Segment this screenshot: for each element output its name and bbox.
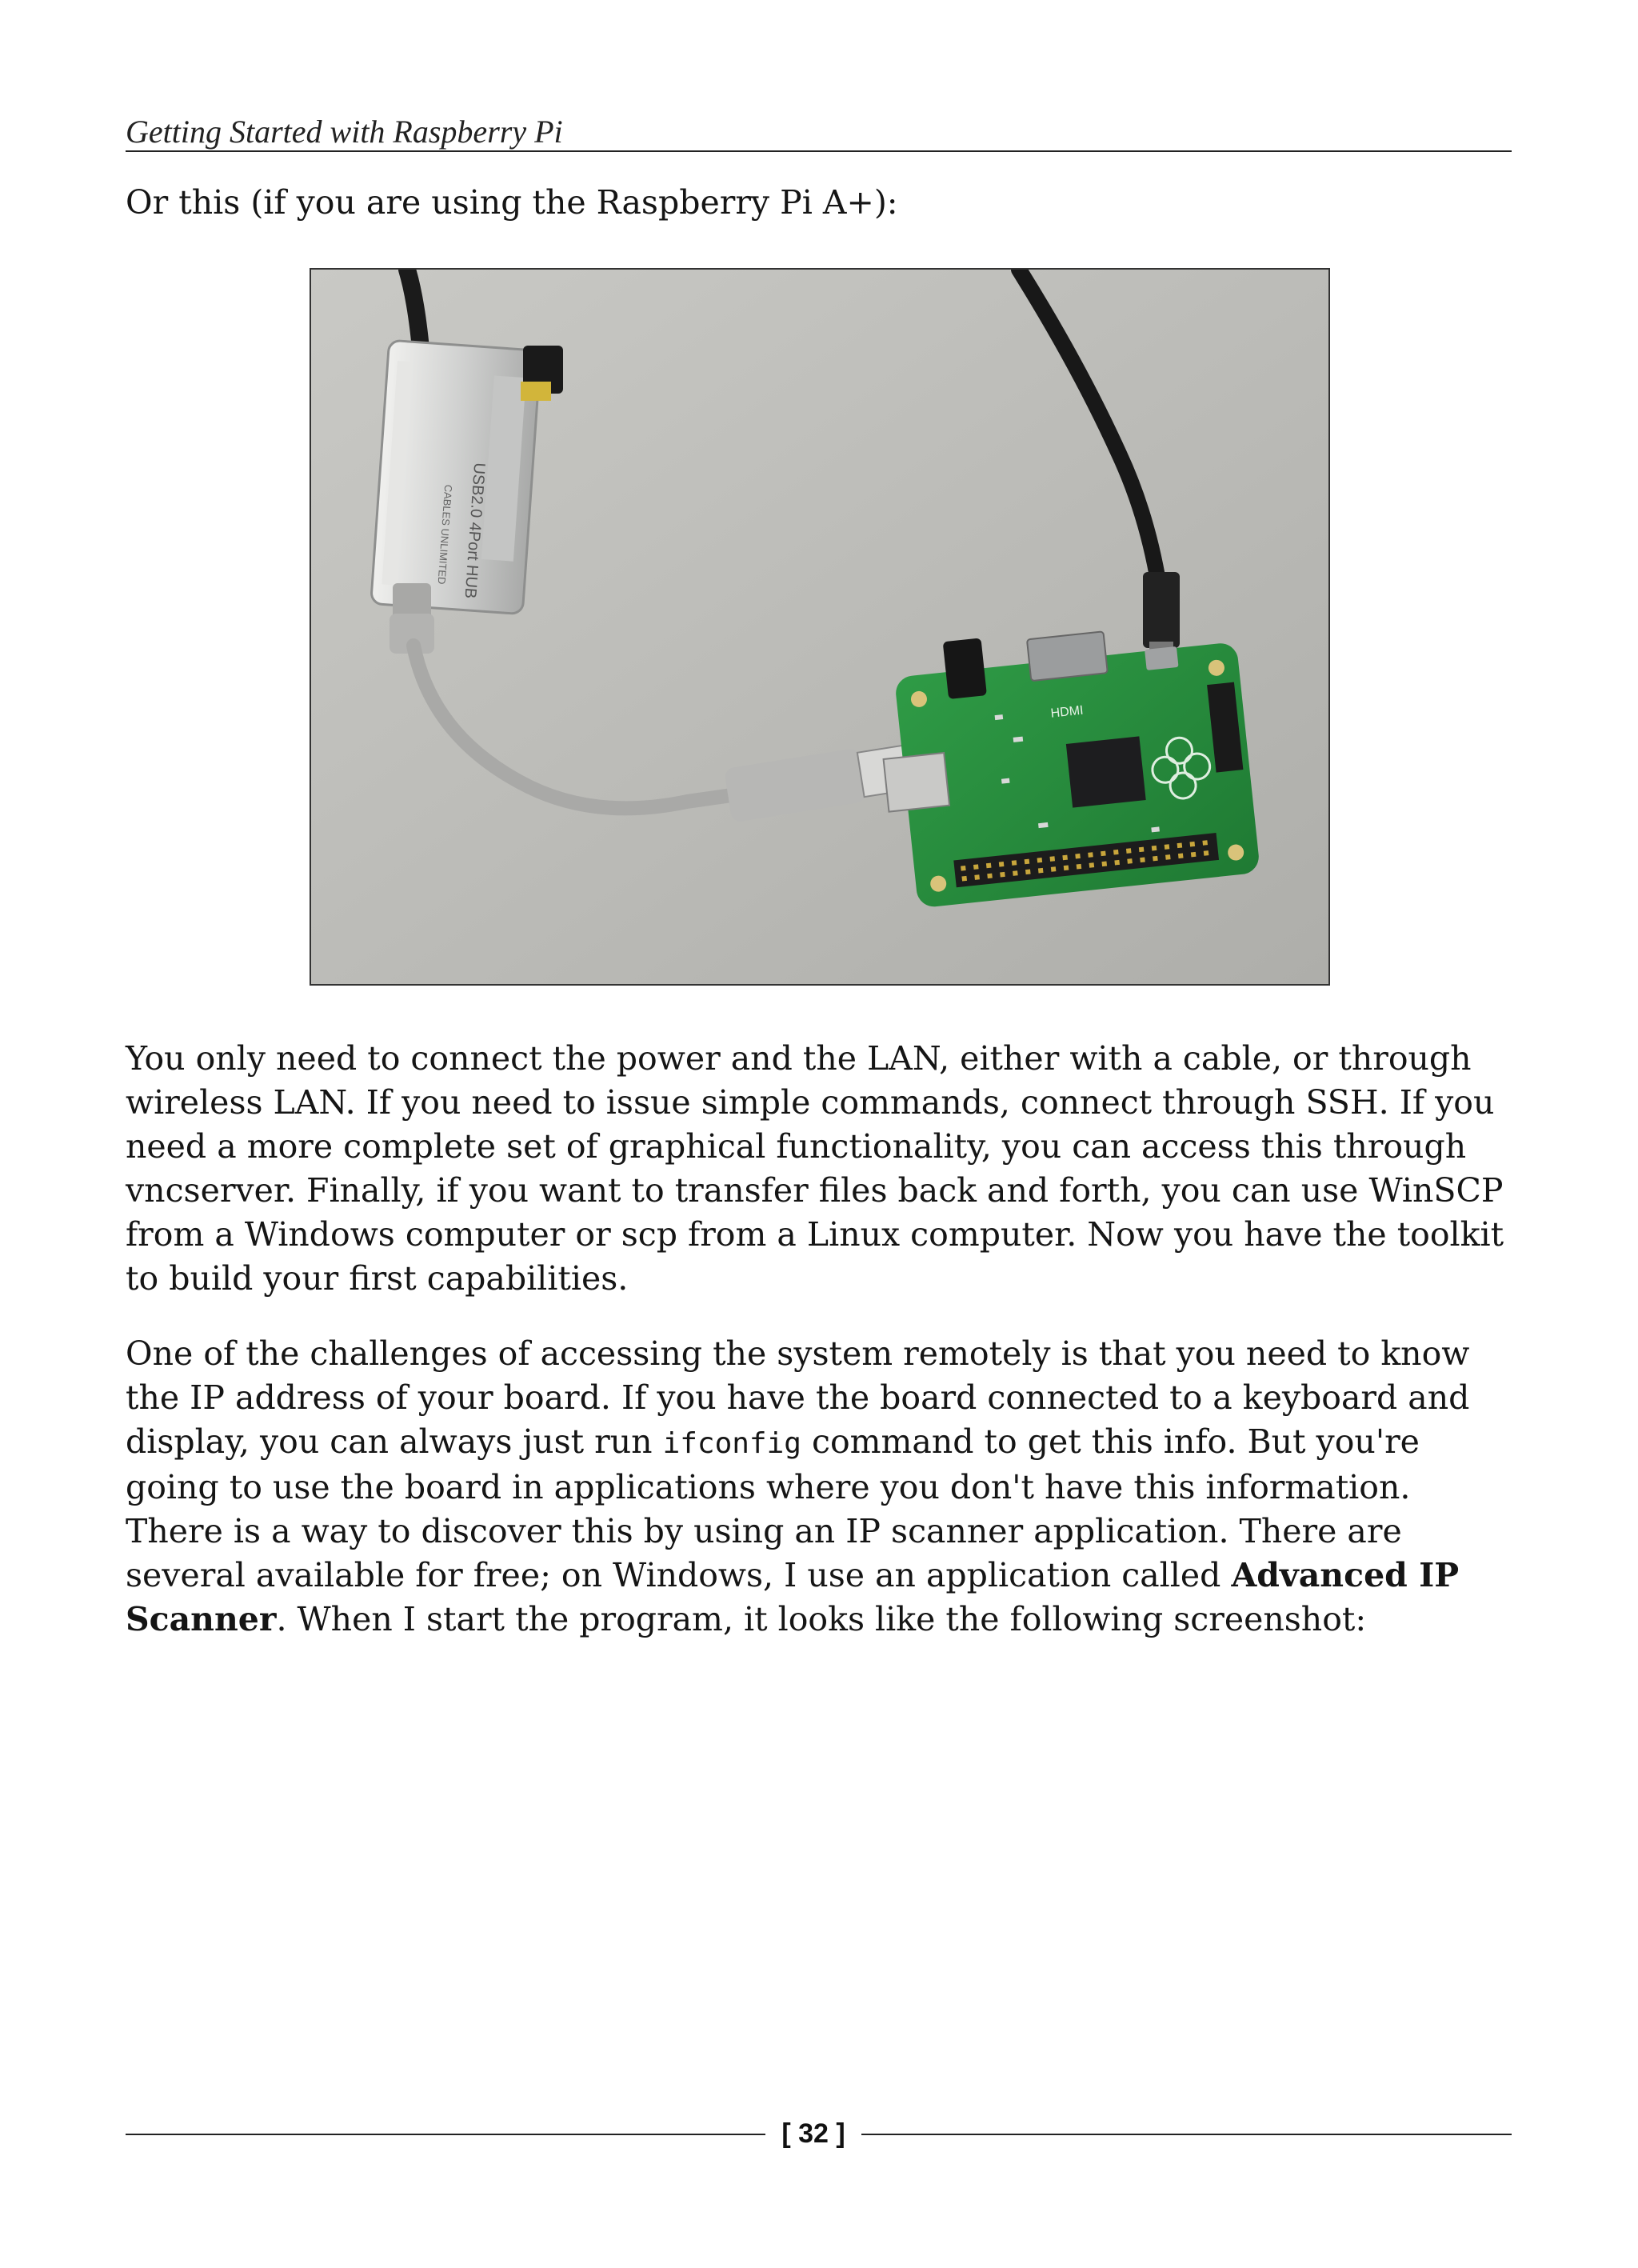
header-rule [126, 150, 1512, 152]
paragraph-connection-tools: You only need to connect the power and the LAN, either with a cable, or through wireless LAN. If you need to issue simple commands, connect through SSH. If you need a more complete set of graphical functionality, you can access this through vncserver. Finally, if you want to transfer files back and forth, you can use WinSCP from a Windows computer or scp from a Linux computer. Now you have the toolkit to build your first capabilities. [126, 1039, 1504, 1298]
p2-text-after-bold: . When I start the program, it looks like the following screenshot: [276, 1600, 1367, 1638]
board-hdmi-label: HDMI [1049, 703, 1085, 721]
footer-rule-left [126, 2134, 765, 2135]
intro-line: Or this (if you are using the Raspberry Pi A+): [126, 183, 898, 222]
footer-rule-right [861, 2134, 1512, 2135]
paragraph-ip-scanner [126, 1332, 1517, 1642]
running-header-title: Getting Started with Raspberry Pi [126, 114, 563, 150]
p2-text-after-code: command to get this info. But you're going to use the board in applications where you don't have this information. There is a way to discover this by using an IP scanner application. There are several available for free; on Windows, I use an application called [126, 1422, 1420, 1594]
hub-label: USB2.0 4Port HUB [461, 462, 489, 599]
raspberry-pi-photo [310, 268, 1330, 986]
bold-term-advanced-ip-scanner: Advanced IP Scanner [126, 1556, 1460, 1638]
p2-text-before-code: One of the challenges of accessing the system remotely is that you need to know the IP address of your board. If you have the board connected to a keyboard and display, you can always just run [126, 1334, 1470, 1461]
page-number: [ 32 ] [781, 2118, 845, 2149]
inline-code-ifconfig: ifconfig [662, 1427, 801, 1460]
hub-brand: CABLES UNLIMITED [435, 484, 455, 586]
